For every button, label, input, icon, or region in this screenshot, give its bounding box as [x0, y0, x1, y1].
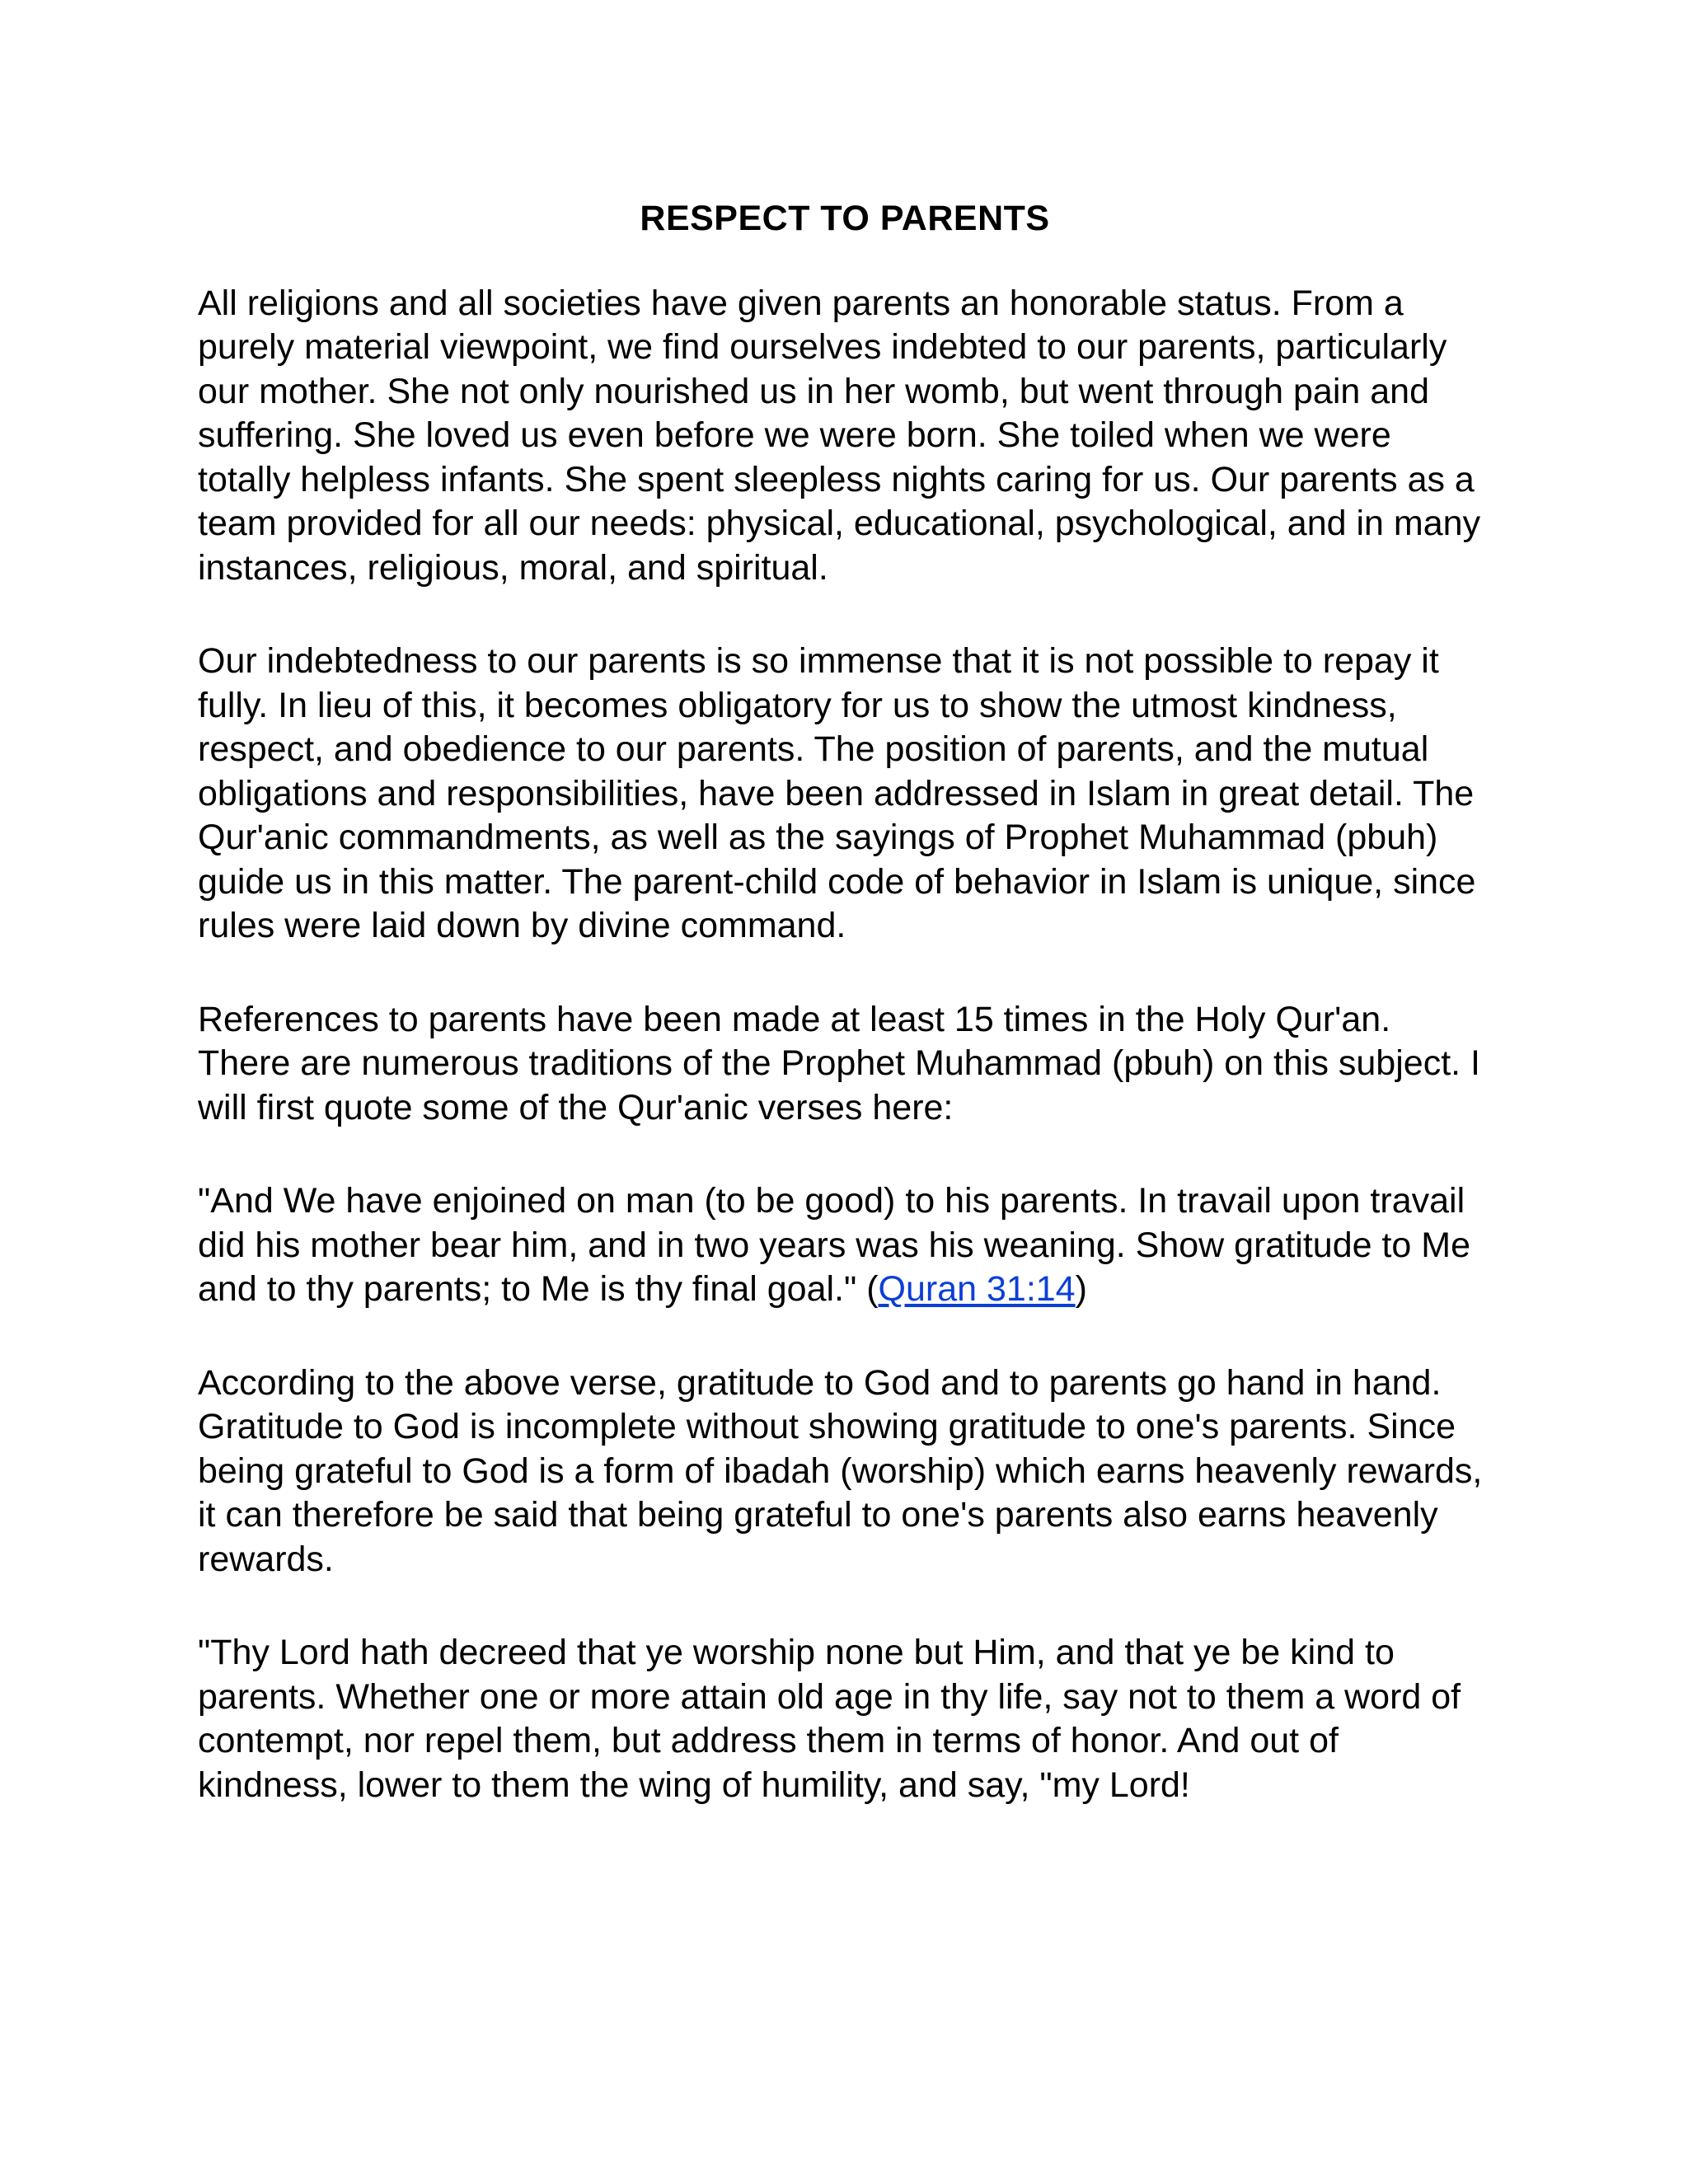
paragraph-4: According to the above verse, gratitude to God and to parents go hand in hand. Gratitude to God is incomplete without showing gratitude to one's parents. Since being grateful to God is a form of ibadah (worship) which earns heavenly rewards, it can therefore be said that being grateful to one's parents also earns heavenly rewards.	[198, 1362, 1483, 1579]
document-title: RESPECT TO PARENTS	[640, 199, 1050, 238]
paragraph-5: "Thy Lord hath decreed that ye worship none but Him, and that ye be kind to parents. Whether one or more attain old age in thy life, say not to them a word of contempt, nor repel them, but address them in terms of honor. And out of kindness, lower to them the wing of humility, and say, "my Lord!	[198, 1633, 1461, 1805]
paragraph-3: References to parents have been made at least 15 times in the Holy Qur'an. There are numerous traditions of the Prophet Muhammad (pbuh) on this subject. I will first quote some of the Qur'anic verses here:	[198, 999, 1480, 1127]
document-page	[198, 198, 1492, 1857]
paragraph-2: Our indebtedness to our parents is so immense that it is not possible to repay it fully. In lieu of this, it becomes obligatory for us to show the utmost kindness, respect, and obedience to our parents. The position of parents, and the mutual obligations and responsibilities, have been addressed in Islam in great detail. The Qur'anic commandments, as well as the sayings of Prophet Muhammad (pbuh) guide us in this matter. The parent-child code of behavior in Islam is unique, since rules were laid down by divine command.	[198, 641, 1476, 946]
paragraph-1: All religions and all societies have given parents an honorable status. From a purely material viewpoint, we find ourselves indebted to our parents, particularly our mother. She not only nourished us in her womb, but went through pain and suffering. She loved us even before we were born. She toiled when we were totally helpless infants. She spent sleepless nights caring for us. Our parents as a team provided for all our needs: physical, educational, psychological, and in many instances, religious, moral, and spiritual.	[198, 283, 1481, 588]
quote-suffix: )	[1075, 1269, 1087, 1310]
quote-paragraph-1	[198, 1179, 1492, 1312]
quran-reference-link[interactable]: Quran 31:14	[878, 1269, 1076, 1310]
quote-text: "And We have enjoined on man (to be good) to his parents. In travail upon travail did his mother bear him, and in two years was his weaning. Show gratitude to Me and to thy parents; to Me is thy final goal." (	[198, 1181, 1471, 1310]
